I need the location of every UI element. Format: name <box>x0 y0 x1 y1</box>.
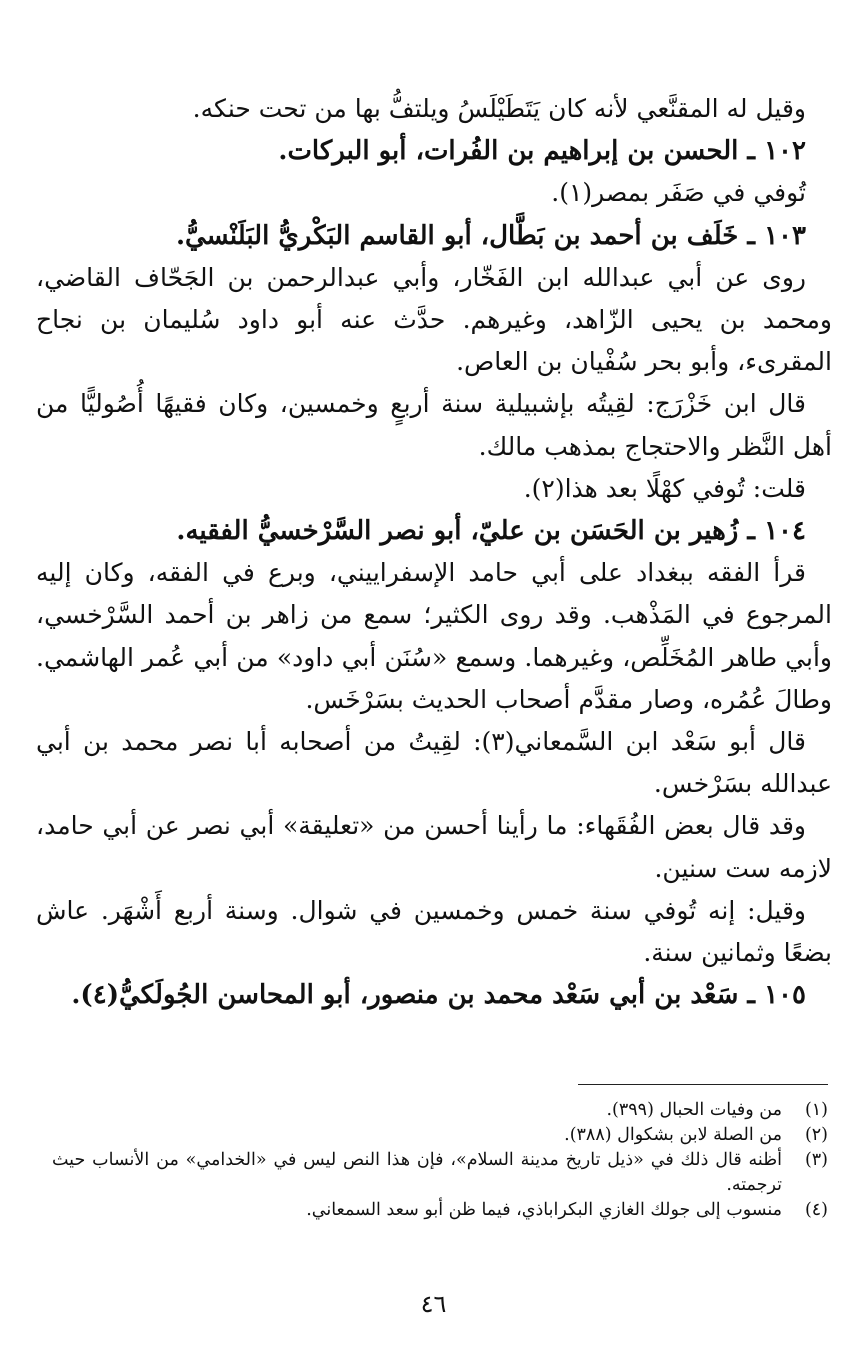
footnote-text: منسوب إلى جولك الغازي البكراباذي، فيما ظن أبو سعد السمعاني. <box>306 1200 782 1220</box>
footnotes <box>52 1098 828 1223</box>
paragraph: روى عن أبي عبدالله ابن الفَخّار، وأبي عبدالرحمن بن الجَحّاف القاضي، ومحمد بن يحيى الزّاهد، وغيرهم. حدَّث عنه أبو داود سُليمان بن نجاح المقرىء، وأبو بحر سُفْيان بن العاص. <box>36 262 832 377</box>
footnote-text: أظنه قال ذلك في «ذيل تاريخ مدينة السلام»، فإن هذا النص ليس في «الخدامي» من الأنساب حيث ترجمته. <box>52 1150 782 1195</box>
footnote-text: من الصلة لابن بشكوال (٣٨٨). <box>564 1125 782 1145</box>
paragraph: قال أبو سَعْد ابن السَّمعاني(٣): لقِيتُ من أصحابه أبا نصر محمد بن أبي عبدالله بسَرْخس. <box>36 727 832 799</box>
paragraph: قلت: تُوفي كهْلًا بعد هذا(٢). <box>523 473 806 503</box>
paragraph: قال ابن خَزْرَج: لقِيتُه بإشبيلية سنة أربعٍ وخمسين، وكان فقيهًا أُصُوليًّا من أهل النَّظر والاحتجاج بمذهب مالك. <box>36 389 832 461</box>
page-number: ٤٦ <box>420 1290 447 1318</box>
footnote-text: من وفيات الحبال (٣٩٩). <box>606 1100 782 1120</box>
paragraph: وقيل: إنه تُوفي سنة خمس وخمسين في شوال. وسنة أربع أَشْهَر. عاش بضعًا وثمانين سنة. <box>36 895 832 968</box>
paragraph: تُوفي في صَفَر بمصر(١). <box>551 178 806 208</box>
entry-heading-104: ١٠٤ ـ زُهير بن الحَسَن بن عليّ، أبو نصر السَّرْخسيُّ الفقيه. <box>176 516 806 547</box>
footnote-number: (٢) <box>804 1125 828 1145</box>
footnote <box>52 1148 828 1198</box>
footnote-number: (٤) <box>804 1200 828 1220</box>
main-text <box>36 88 832 1016</box>
entry-heading-103: ١٠٣ ـ خَلَف بن أحمد بن بَطَّال، أبو القاسم البَكْريُّ البَلَنْسيُّ. <box>175 220 806 251</box>
footnote-number: (٣) <box>804 1150 828 1170</box>
entry-heading-102: ١٠٢ ـ الحسن بن إبراهيم بن الفُرات، أبو البركات. <box>278 136 806 167</box>
paragraph: وقد قال بعض الفُقَهاء: ما رأينا أحسن من «تعليقة» أبي نصر عن أبي حامد، لازمه ست سنين. <box>36 811 832 883</box>
entry-heading-105: ١٠٥ ـ سَعْد بن أبي سَعْد محمد بن منصور، أبو المحاسن الجُولَكيُّ(٤). <box>71 980 806 1011</box>
footnote <box>52 1098 828 1123</box>
footnote-number: (١) <box>804 1100 828 1120</box>
footnote-separator <box>578 1084 828 1085</box>
paragraph: وقيل له المقنَّعي لأنه كان يَتَطَيْلَسُ ويلتفُّ بها من تحت حنكه. <box>192 94 806 123</box>
footnote <box>52 1123 828 1148</box>
paragraph: قرأ الفقه ببغداد على أبي حامد الإسفراييني، وبرع في الفقه، وكان إليه المرجوع في المَذْهب. وقد روى الكثير؛ سمع من زاهر بن أحمد السَّرْخسي، وأبي طاهر المُخَلِّص، وغيرهما. وسمع «سُنَن أبي داود» من أبي عُمر الهاشمي. وطالَ عُمُره، وصار مقدَّم أصحاب الحديث بسَرْخَس. <box>36 558 832 714</box>
footnote <box>52 1198 828 1223</box>
